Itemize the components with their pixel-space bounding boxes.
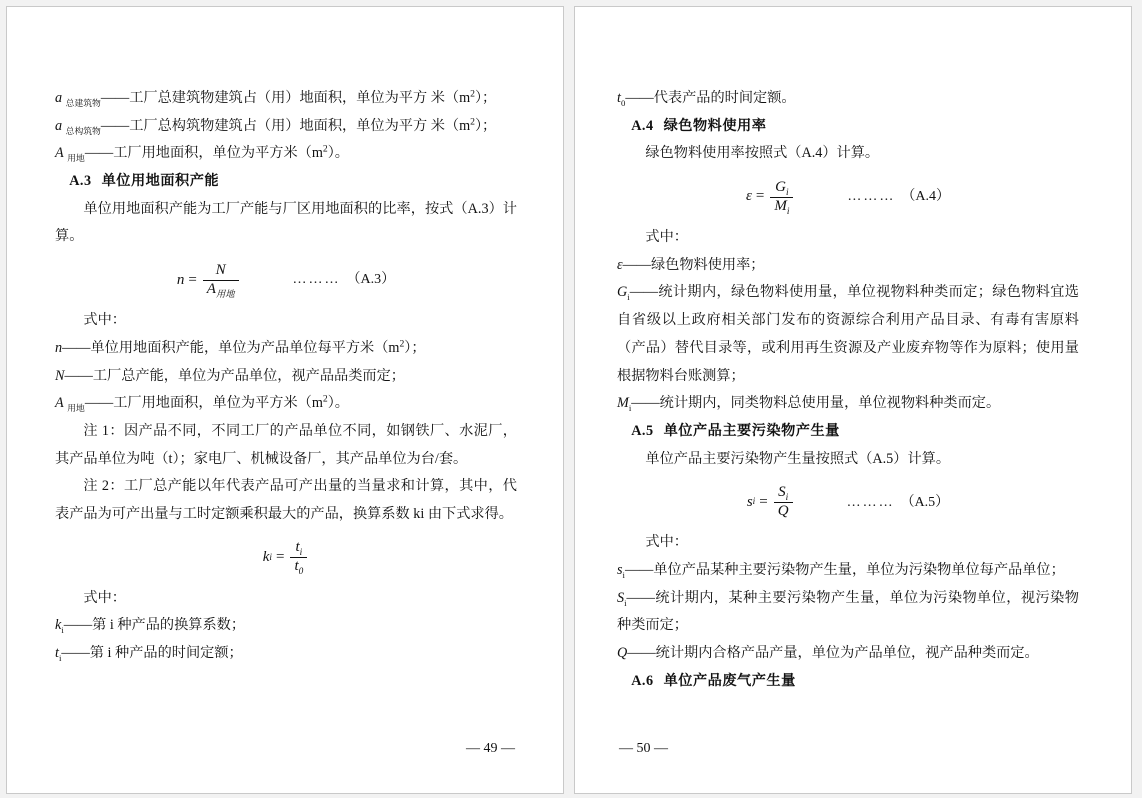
page-right-content (617, 85, 1079, 745)
formula-a3: n = $\frac{N}{A_{用地}}$ ……… （A.3） (176, 261, 396, 300)
definition-line: $s_i——$单位产品某种主要污染物产生量，单位为污染物单位每产品单位； (617, 561, 1065, 580)
definition-line: n——单位用地面积产能，单位为产品单位每平方米$(m^2)$； (55, 338, 426, 356)
equation-number: （A.4） (901, 189, 951, 205)
definition-line: A $_{用地}$——工厂用地面积，单位为平方米$(m^2)$。 (55, 393, 349, 414)
section-number: A.3 (69, 173, 92, 190)
where-label-2: 式中： (83, 589, 126, 606)
section-intro: 单位用地面积产能为工厂产能与厂区用地面积的比率，按式（A.3）计算。 (55, 200, 517, 245)
definition-line: $t_i——$第 i 种产品的时间定额； (55, 645, 243, 663)
definition-line: $G_i——$统计期内，绿色物料使用量，单位视物料种类而定；绿色物料宜选自省级以上政府相关部门发布的资源综合利用产品目录、有毒有害原料（产品）替代目录等，或利用再生资源及产业废弃物等作为原料；使用量根据物料台账测算； (617, 284, 1079, 384)
definition-line: Q——统计期内合格产品产量，单位为产品单位，视产品种类而定。 (617, 645, 1039, 661)
formula-a5: s i = $\frac{S_i}{Q}$ ……… （A.5） (746, 484, 950, 519)
section-number: A.5 (631, 422, 654, 439)
section-title: 单位产品废气产生量 (663, 672, 796, 689)
where-label: 式中： (645, 534, 688, 551)
section-title: 单位产品主要污染物产生量 (663, 422, 840, 439)
definition-line: a $_{总构筑物}$——工厂总构筑物建筑占（用）地面积，单位为平方 米$(m^2)$； (55, 115, 497, 136)
section-intro: 单位产品主要污染物产生量按照式（A.5）计算。 (645, 450, 951, 467)
page-number-left: — 49 — (466, 741, 515, 756)
section-number: A.6 (631, 672, 654, 689)
page-left-content (55, 85, 517, 745)
section-title: 单位用地面积产能 (101, 173, 220, 190)
note-2: 注 2：工厂总产能以年代表产品可产出量的当量求和计算，其中，代表产品为可产出量与工时定额乘积最大的产品，换算系数 ki 由下式求得。 (55, 478, 517, 522)
definition-line: $M_i——$统计期内，同类物料总使用量，单位视物料种类而定。 (617, 395, 1001, 414)
definition-line: $S_i——$统计期内，某种主要污染物产生量，单位为污染物单位，视污染物种类而定； (617, 589, 1079, 634)
section-title: 绿色物料使用率 (663, 117, 767, 134)
definition-line: $t_0——$代表产品的时间定额。 (617, 90, 796, 108)
section-heading-a3 (55, 168, 517, 196)
formula-numerator: N (215, 261, 226, 278)
page-number-right: — 50 — (619, 741, 668, 756)
formula-a4: ε = $\frac{G_i}{M_i}$ ……… （A.4） (745, 178, 951, 217)
section-number: A.4 (631, 117, 654, 134)
equation-number: （A.5） (900, 494, 950, 510)
page-left (6, 6, 564, 794)
definition-line: a $_{总建筑物}$——工厂总建筑物建筑占（用）地面积，单位为平方 米$(m^2)$； (55, 88, 497, 108)
formula-label: n (176, 271, 185, 288)
section-heading-a5 (617, 418, 1079, 446)
where-label: 式中： (645, 229, 688, 246)
definition-line: ε——绿色物料使用率； (617, 256, 765, 273)
formula-ki: k i = $\frac{t_i}{t_0}$ (55, 535, 517, 581)
section-intro: 绿色物料使用率按照式（A.4）计算。 (645, 145, 880, 162)
formula-label: ε (745, 188, 752, 205)
where-label: 式中： (83, 312, 126, 329)
equation-number: （A.3） (346, 272, 396, 288)
page-right (574, 6, 1132, 794)
section-heading-a4 (617, 113, 1079, 141)
definition-line: A $_{用地}$——工厂用地面积，单位为平方米$(m^2)$。 (55, 143, 349, 164)
definition-line: $k_i——$第 i 种产品的换算系数； (55, 617, 246, 636)
section-heading-a6 (617, 668, 1079, 696)
definition-line: N——工厂总产能，单位为产品单位，视产品品类而定； (55, 367, 405, 384)
note-1: 注 1：因产品不同，不同工厂的产品单位不同，如钢铁厂、水泥厂，其产品单位为吨（t）；家电厂、机械设备厂，其产品单位为台/套。 (55, 422, 517, 467)
